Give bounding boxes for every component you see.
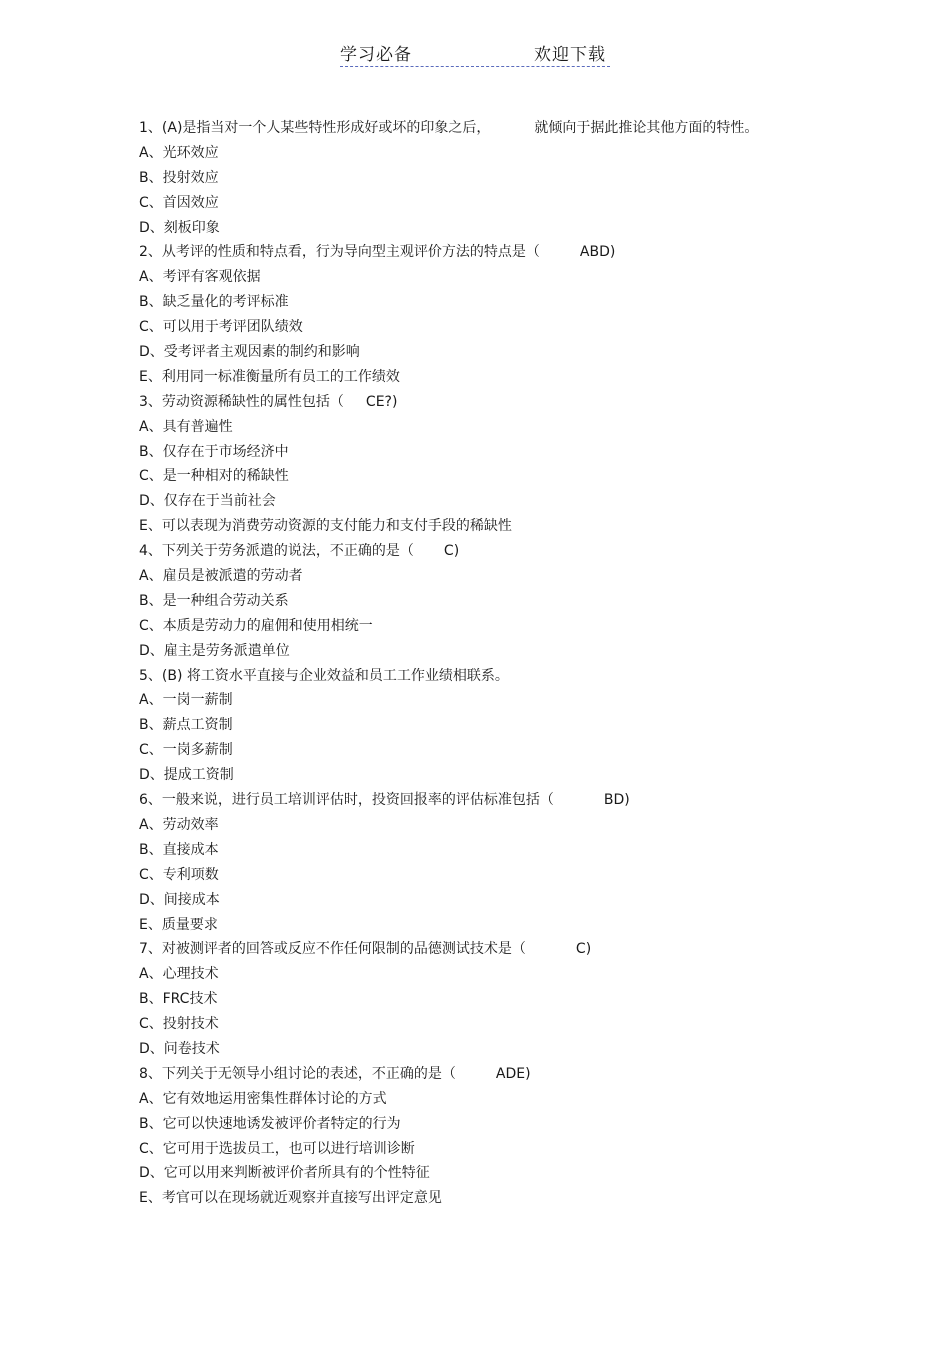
answer-option: B、薪点工资制 xyxy=(139,717,233,734)
question-answer: C xyxy=(575,941,586,958)
answer-option: D、它可以用来判断被评价者所具有的个性特征 xyxy=(139,1165,430,1182)
question-stem xyxy=(139,788,839,813)
question-stem-suffix: ) xyxy=(624,792,630,809)
question-stem-text: 5、( xyxy=(139,667,168,684)
question-stem-text: 6、一般来说，进行员工培训评估时，投资回报率的评估标准包括（ xyxy=(139,792,554,809)
answer-option: E、考官可以在现场就近观察并直接写出评定意见 xyxy=(139,1190,442,1207)
header-right-text: 欢迎下载 xyxy=(534,45,606,65)
answer-option: E、质量要求 xyxy=(139,916,218,933)
answer-option: D、问卷技术 xyxy=(139,1040,220,1057)
question-answer: ABD xyxy=(579,244,610,261)
answer-option: C、本质是劳动力的雇佣和使用相统一 xyxy=(139,617,373,634)
answer-option: C、投射技术 xyxy=(139,1016,219,1033)
question-stem-suffix: ) xyxy=(453,543,460,560)
question-stem-text: 3、劳动资源稀缺性的属性包括（ xyxy=(139,393,344,410)
answer-option: B、是一种组合劳动关系 xyxy=(139,592,289,609)
question-stem xyxy=(139,116,839,141)
answer-option: D、仅存在于当前社会 xyxy=(139,493,276,510)
question-list xyxy=(139,116,839,1211)
answer-option: B、投射效应 xyxy=(139,169,219,186)
question-answer: C xyxy=(443,543,454,560)
answer-option: A、劳动效率 xyxy=(139,816,219,833)
answer-option: B、它可以快速地诱发被评价者特定的行为 xyxy=(139,1115,401,1132)
answer-option: E、可以表现为消费劳动资源的支付能力和支付手段的稀缺性 xyxy=(139,518,512,535)
answer-option: D、雇主是劳务派遣单位 xyxy=(139,642,290,659)
answer-option: A、光环效应 xyxy=(139,144,219,161)
question-stem-suffix: ) 将工资水平直接与企业效益和员工工作业绩相联系。 xyxy=(176,667,509,684)
question-stem xyxy=(139,390,839,415)
question-answer: B xyxy=(167,667,177,684)
answer-option: E、利用同一标准衡量所有员工的工作绩效 xyxy=(139,368,400,385)
question-stem xyxy=(139,539,839,564)
question-stem xyxy=(139,664,839,689)
answer-option: C、首因效应 xyxy=(139,194,219,211)
question-answer: ADE xyxy=(495,1065,526,1082)
answer-option: D、提成工资制 xyxy=(139,767,234,784)
question-stem-suffix: ?) xyxy=(384,393,398,410)
answer-option: B、FRC技术 xyxy=(139,991,218,1008)
header-left-text: 学习必备 xyxy=(340,45,412,65)
answer-option: D、间接成本 xyxy=(139,891,220,908)
question-stem-suffix: )是指当对一个人某些特性形成好或坏的印象之后， xyxy=(176,120,491,136)
answer-option: A、它有效地运用密集性群体讨论的方式 xyxy=(139,1090,387,1107)
answer-option: C、它可用于选拔员工，也可以进行培训诊断 xyxy=(139,1140,415,1157)
page-header xyxy=(340,40,610,67)
question-answer: BD xyxy=(603,792,625,809)
question-stem-text: 1、( xyxy=(139,120,168,136)
question-stem-text: 7、对被测评者的回答或反应不作任何限制的品德测试技术是（ xyxy=(139,941,526,958)
answer-option: C、专利项数 xyxy=(139,866,219,883)
answer-option: A、具有普遍性 xyxy=(139,418,233,435)
answer-option: D、受考评者主观因素的制约和影响 xyxy=(139,344,360,361)
question-stem-text: 4、下列关于劳务派遣的说法，不正确的是（ xyxy=(139,543,414,560)
question-stem-text: 8、下列关于无领导小组讨论的表述，不正确的是（ xyxy=(139,1065,456,1082)
answer-option: B、直接成本 xyxy=(139,841,219,858)
question-stem-suffix: ) xyxy=(525,1065,531,1082)
question-stem-text: 2、从考评的性质和特点看，行为导向型主观评价方法的特点是（ xyxy=(139,244,540,261)
answer-option: A、一岗一薪制 xyxy=(139,692,233,709)
question-stem xyxy=(139,1062,839,1087)
question-answer: CE xyxy=(365,393,385,410)
answer-option: B、缺乏量化的考评标准 xyxy=(139,294,289,311)
question-stem-suffix: ) xyxy=(609,244,616,261)
answer-option: C、一岗多薪制 xyxy=(139,742,233,759)
answer-option: D、刻板印象 xyxy=(139,219,220,236)
question-stem xyxy=(139,240,839,265)
answer-option: C、可以用于考评团队绩效 xyxy=(139,319,303,336)
answer-option: A、雇员是被派遣的劳动者 xyxy=(139,568,303,585)
answer-option: C、是一种相对的稀缺性 xyxy=(139,468,289,485)
question-answer: A xyxy=(167,120,177,136)
answer-option: A、考评有客观依据 xyxy=(139,269,261,286)
question-stem-tail: 就倾向于据此推论其他方面的特性。 xyxy=(534,120,759,136)
answer-option: B、仅存在于市场经济中 xyxy=(139,443,289,460)
answer-option: A、心理技术 xyxy=(139,966,219,983)
question-stem xyxy=(139,937,839,962)
question-stem-suffix: ) xyxy=(585,941,592,958)
